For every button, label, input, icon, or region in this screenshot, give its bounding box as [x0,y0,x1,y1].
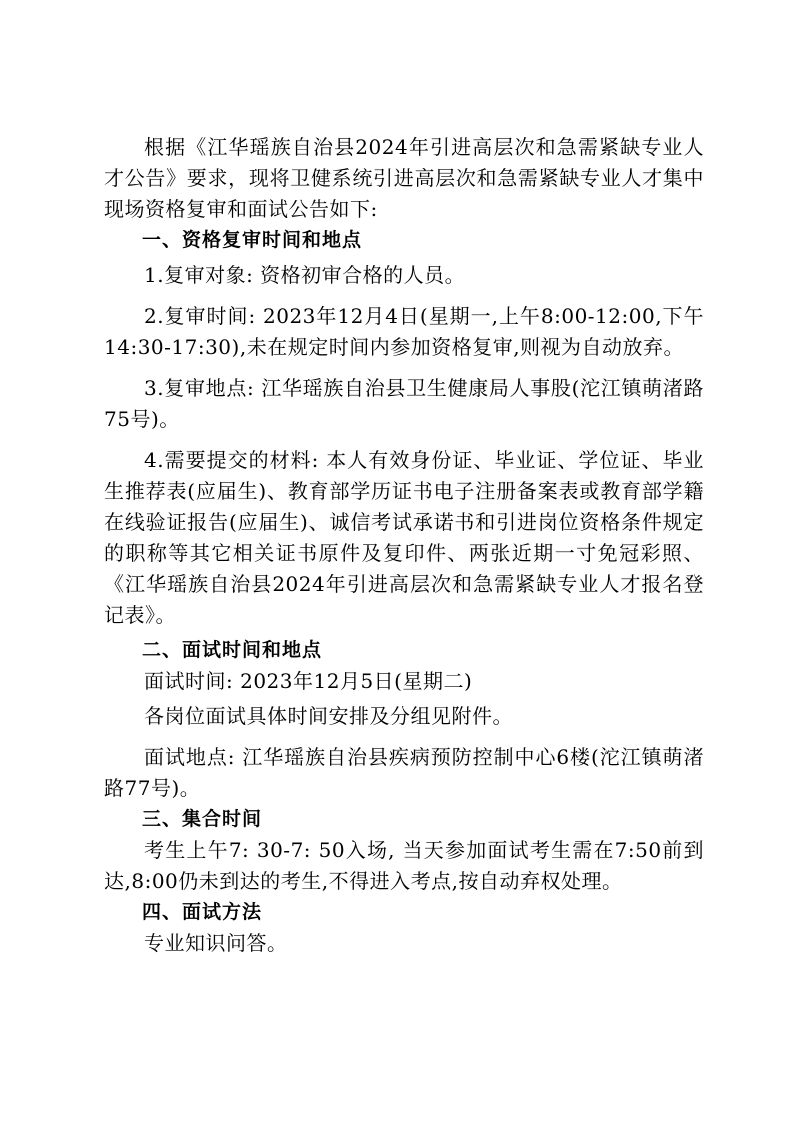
intro-paragraph: 根据《江华瑶族自治县2024年引进高层次和急需紧缺专业人才公告》要求，现将卫健系统引进高层次和急需紧缺专业人才集中现场资格复审和面试公告如下: [104,135,704,221]
section1-heading: 一、资格复审时间和地点 [142,229,363,251]
section2-time: 面试时间: 2023年12月5日(星期二) [144,669,473,693]
document-body [104,132,704,959]
section3-heading: 三、集合时间 [142,808,263,830]
section4-heading: 四、面试方法 [142,901,263,923]
section2-schedule: 各岗位面试具体时间安排及分组见附件。 [144,704,513,728]
section1-item2: 2.复审时间: 2023年12月4日(星期一,上午8:00-12:00,下午14:30-17:30),未在规定时间内参加资格复审,则视为自动放弃。 [104,304,704,359]
section4-text: 专业知识问答。 [144,931,288,955]
section1-item3: 3.复审地点: 江华瑶族自治县卫生健康局人事股(沱江镇萌渚路75号)。 [104,376,704,431]
section1-item1: 1.复审对象: 资格初审合格的人员。 [144,263,466,287]
section2-heading: 二、面试时间和地点 [142,639,323,661]
section3-text: 考生上午7: 30-7: 50入场, 当天参加面试考生需在7:50前到达,8:00仍未到达的考生,不得进入考点,按自动弃权处理。 [104,838,704,893]
section1-item4: 4.需要提交的材料: 本人有效身份证、毕业证、学位证、毕业生推荐表(应届生)、教育部学历证书电子注册备案表或教育部学籍在线验证报告(应届生)、诚信考试承诺书和引进岗位资格条件规定的职称等其它相关证书原件及复印件、两张近期一寸免冠彩照、《江华瑶族自治县2024年引进高层次和急需紧缺专业人才报名登记表》。 [104,448,704,627]
section2-location: 面试地点: 江华瑶族自治县疾病预防控制中心6楼(沱江镇萌渚路77号)。 [104,745,704,800]
